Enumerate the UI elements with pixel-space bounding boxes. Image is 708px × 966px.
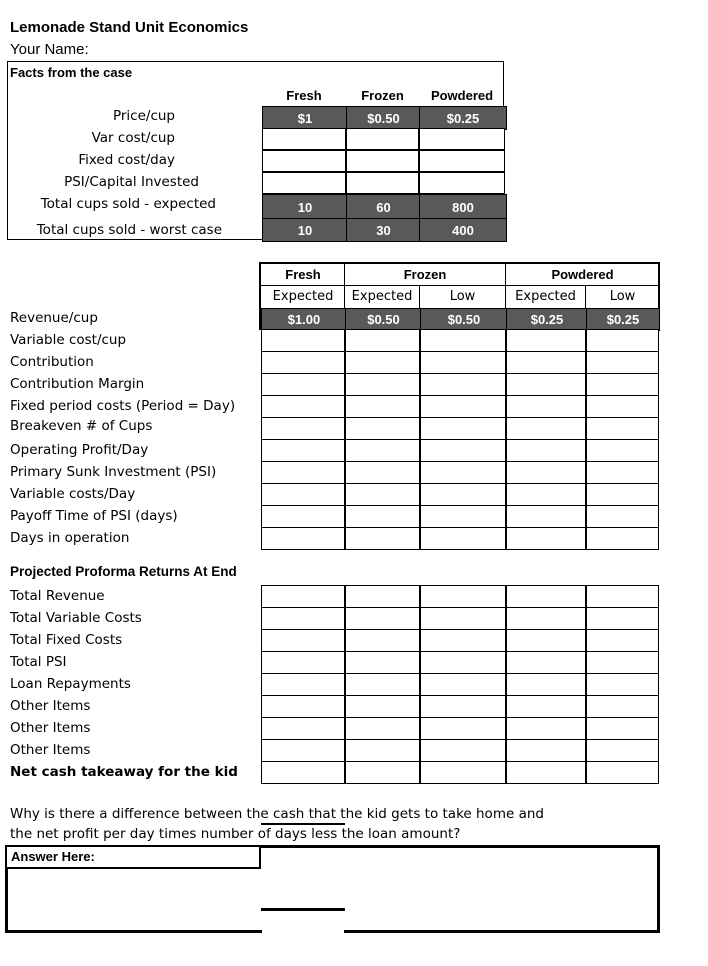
analysis-cell[interactable]: [345, 527, 420, 550]
proforma-cell[interactable]: [420, 673, 506, 696]
facts-col-powdered: Powdered: [430, 88, 494, 103]
proforma-cell[interactable]: [345, 695, 420, 718]
analysis-row-label: Payoff Time of PSI (days): [10, 508, 178, 524]
analysis-cell[interactable]: [420, 417, 506, 440]
proforma-cell[interactable]: [506, 717, 586, 740]
facts-row-label: PSI/Capital Invested: [64, 174, 199, 190]
analysis-row-label: Revenue/cup: [10, 310, 98, 326]
proforma-cell[interactable]: [506, 673, 586, 696]
analysis-cell[interactable]: [586, 329, 659, 352]
proforma-cell[interactable]: [261, 695, 345, 718]
proforma-row-label: Total Revenue: [10, 588, 105, 604]
proforma-row-label: Other Items: [10, 720, 91, 736]
proforma-cell[interactable]: [586, 739, 659, 762]
analysis-cell[interactable]: [506, 351, 586, 374]
analysis-cell[interactable]: [420, 329, 506, 352]
answer-label: Answer Here:: [5, 845, 261, 869]
subhead-frozen-low: Low: [449, 289, 476, 304]
proforma-row-label: Total Variable Costs: [10, 610, 142, 626]
proforma-row-label-net: Net cash takeaway for the kid: [10, 764, 238, 780]
facts-cell: 10: [262, 218, 348, 242]
analysis-cell[interactable]: [586, 417, 659, 440]
proforma-cell[interactable]: [345, 607, 420, 630]
proforma-cell[interactable]: [586, 629, 659, 652]
proforma-cell[interactable]: [420, 717, 506, 740]
facts-cell[interactable]: [346, 150, 419, 172]
analysis-cell[interactable]: [261, 461, 345, 484]
group-frozen: Frozen: [403, 267, 447, 282]
your-name-label: Your Name:: [10, 41, 89, 58]
proforma-cell[interactable]: [420, 739, 506, 762]
proforma-cell[interactable]: [586, 717, 659, 740]
proforma-cell[interactable]: [261, 651, 345, 674]
subhead-frozen-expected: Expected: [351, 289, 413, 304]
proforma-cell[interactable]: [420, 761, 506, 784]
analysis-row-label: Operating Profit/Day: [10, 442, 149, 458]
proforma-cell[interactable]: [420, 695, 506, 718]
subhead-fresh-expected: Expected: [272, 289, 334, 304]
analysis-cell[interactable]: [345, 373, 420, 396]
analysis-cell[interactable]: [345, 395, 420, 418]
facts-col-fresh: Fresh: [286, 88, 322, 103]
analysis-cell[interactable]: [506, 461, 586, 484]
analysis-cell[interactable]: [261, 439, 345, 462]
analysis-cell[interactable]: [261, 351, 345, 374]
revenue-cell: $0.25: [586, 308, 660, 331]
analysis-cell[interactable]: [420, 373, 506, 396]
analysis-row-label: Contribution: [10, 354, 94, 370]
analysis-cell[interactable]: [420, 439, 506, 462]
proforma-cell[interactable]: [345, 651, 420, 674]
proforma-cell[interactable]: [506, 651, 586, 674]
revenue-cell: $0.25: [506, 308, 588, 331]
analysis-cell[interactable]: [345, 461, 420, 484]
analysis-cell[interactable]: [506, 527, 586, 550]
analysis-cell[interactable]: [586, 461, 659, 484]
proforma-row-label: Other Items: [10, 698, 91, 714]
proforma-heading: Projected Proforma Returns At End: [10, 564, 237, 579]
subhead-powdered-expected: Expected: [515, 289, 576, 304]
proforma-row-label: Other Items: [10, 742, 91, 758]
group-powdered: Powdered: [551, 267, 614, 282]
group-fresh: Fresh: [285, 267, 321, 282]
proforma-cell[interactable]: [345, 717, 420, 740]
proforma-row-label: Total Fixed Costs: [10, 632, 123, 648]
facts-cell: $0.50: [346, 106, 421, 130]
proforma-cell[interactable]: [261, 673, 345, 696]
analysis-row-label: Fixed period costs (Period = Day): [10, 398, 236, 414]
facts-cell: $1: [262, 106, 348, 130]
proforma-row-label: Total PSI: [10, 654, 67, 670]
proforma-cell[interactable]: [345, 739, 420, 762]
analysis-cell[interactable]: [586, 439, 659, 462]
analysis-cell[interactable]: [345, 351, 420, 374]
analysis-cell[interactable]: [420, 527, 506, 550]
proforma-cell[interactable]: [261, 717, 345, 740]
analysis-cell[interactable]: [506, 505, 586, 528]
analysis-row-label: Variable cost/cup: [10, 332, 127, 348]
proforma-cell[interactable]: [506, 629, 586, 652]
proforma-cell[interactable]: [420, 651, 506, 674]
analysis-row-label: Days in operation: [10, 530, 130, 546]
facts-row-label: Total cups sold - expected: [40, 196, 216, 212]
facts-heading: Facts from the case: [10, 65, 133, 80]
analysis-cell[interactable]: [261, 417, 345, 440]
proforma-cell[interactable]: [506, 607, 586, 630]
analysis-cell[interactable]: [345, 329, 420, 352]
proforma-cell[interactable]: [261, 585, 345, 608]
facts-cell[interactable]: [419, 172, 505, 194]
facts-cell: $0.25: [419, 106, 507, 130]
analysis-cell[interactable]: [420, 351, 506, 374]
proforma-cell[interactable]: [345, 761, 420, 784]
proforma-cell[interactable]: [586, 651, 659, 674]
facts-cell[interactable]: [262, 150, 346, 172]
proforma-cell[interactable]: [506, 761, 586, 784]
proforma-cell[interactable]: [586, 607, 659, 630]
proforma-cell[interactable]: [261, 607, 345, 630]
analysis-cell[interactable]: [586, 483, 659, 506]
proforma-cell[interactable]: [586, 673, 659, 696]
proforma-cell[interactable]: [420, 585, 506, 608]
analysis-cell[interactable]: [586, 395, 659, 418]
analysis-cell[interactable]: [420, 461, 506, 484]
analysis-cell[interactable]: [506, 395, 586, 418]
analysis-cell[interactable]: [261, 505, 345, 528]
proforma-row-label: Loan Repayments: [10, 676, 131, 692]
analysis-cell[interactable]: [261, 373, 345, 396]
proforma-cell[interactable]: [261, 629, 345, 652]
analysis-cell[interactable]: [261, 329, 345, 352]
facts-cell: 400: [419, 218, 507, 242]
analysis-cell[interactable]: [586, 373, 659, 396]
proforma-cell[interactable]: [345, 673, 420, 696]
facts-row-label: Var cost/cup: [91, 130, 175, 146]
analysis-cell[interactable]: [345, 417, 420, 440]
analysis-row-label: Variable costs/Day: [10, 486, 136, 502]
analysis-row-label: Breakeven # of Cups: [10, 418, 153, 434]
facts-cell[interactable]: [419, 150, 505, 172]
analysis-cell[interactable]: [261, 527, 345, 550]
facts-cell[interactable]: [346, 128, 419, 150]
facts-cell[interactable]: [262, 128, 346, 150]
facts-cell[interactable]: [346, 172, 419, 194]
revenue-cell: $1.00: [261, 308, 347, 331]
facts-col-frozen: Frozen: [361, 88, 404, 103]
analysis-row-label: Primary Sunk Investment (PSI): [10, 464, 217, 480]
analysis-cell[interactable]: [586, 351, 659, 374]
analysis-cell[interactable]: [586, 527, 659, 550]
question-line-2: the net profit per day times number of days less the loan amount?: [10, 826, 461, 842]
proforma-cell[interactable]: [345, 629, 420, 652]
analysis-cell[interactable]: [506, 329, 586, 352]
analysis-cell[interactable]: [506, 373, 586, 396]
facts-cell: 10: [262, 194, 348, 220]
facts-row-label: Price/cup: [112, 108, 175, 124]
proforma-cell[interactable]: [420, 607, 506, 630]
proforma-cell[interactable]: [345, 585, 420, 608]
facts-cell: 30: [346, 218, 421, 242]
analysis-cell[interactable]: [261, 395, 345, 418]
proforma-cell[interactable]: [506, 739, 586, 762]
analysis-cell[interactable]: [345, 505, 420, 528]
analysis-cell[interactable]: [345, 483, 420, 506]
proforma-cell[interactable]: [261, 739, 345, 762]
question-line-1: Why is there a difference between the cash that the kid gets to take home and: [10, 806, 544, 822]
analysis-row-label: Contribution Margin: [10, 376, 145, 392]
analysis-cell[interactable]: [261, 483, 345, 506]
analysis-cell[interactable]: [506, 439, 586, 462]
proforma-cell[interactable]: [586, 761, 659, 784]
analysis-cell[interactable]: [506, 417, 586, 440]
facts-cell[interactable]: [419, 128, 505, 150]
analysis-cell[interactable]: [420, 505, 506, 528]
analysis-cell[interactable]: [420, 483, 506, 506]
facts-row-label: Fixed cost/day: [78, 152, 175, 168]
proforma-cell[interactable]: [420, 629, 506, 652]
proforma-cell[interactable]: [261, 761, 345, 784]
analysis-cell[interactable]: [506, 483, 586, 506]
facts-cell: 800: [419, 194, 507, 220]
facts-row-label: Total cups sold - worst case: [36, 222, 222, 238]
revenue-cell: $0.50: [345, 308, 422, 331]
sheet-title: Lemonade Stand Unit Economics: [10, 19, 249, 36]
proforma-cell[interactable]: [586, 695, 659, 718]
analysis-cell[interactable]: [345, 439, 420, 462]
proforma-cell[interactable]: [506, 695, 586, 718]
subhead-powdered-low: Low: [609, 289, 636, 304]
facts-cell: 60: [346, 194, 421, 220]
analysis-cell[interactable]: [586, 505, 659, 528]
analysis-cell[interactable]: [420, 395, 506, 418]
proforma-cell[interactable]: [506, 585, 586, 608]
revenue-cell: $0.50: [420, 308, 508, 331]
proforma-cell[interactable]: [586, 585, 659, 608]
facts-cell[interactable]: [262, 172, 346, 194]
